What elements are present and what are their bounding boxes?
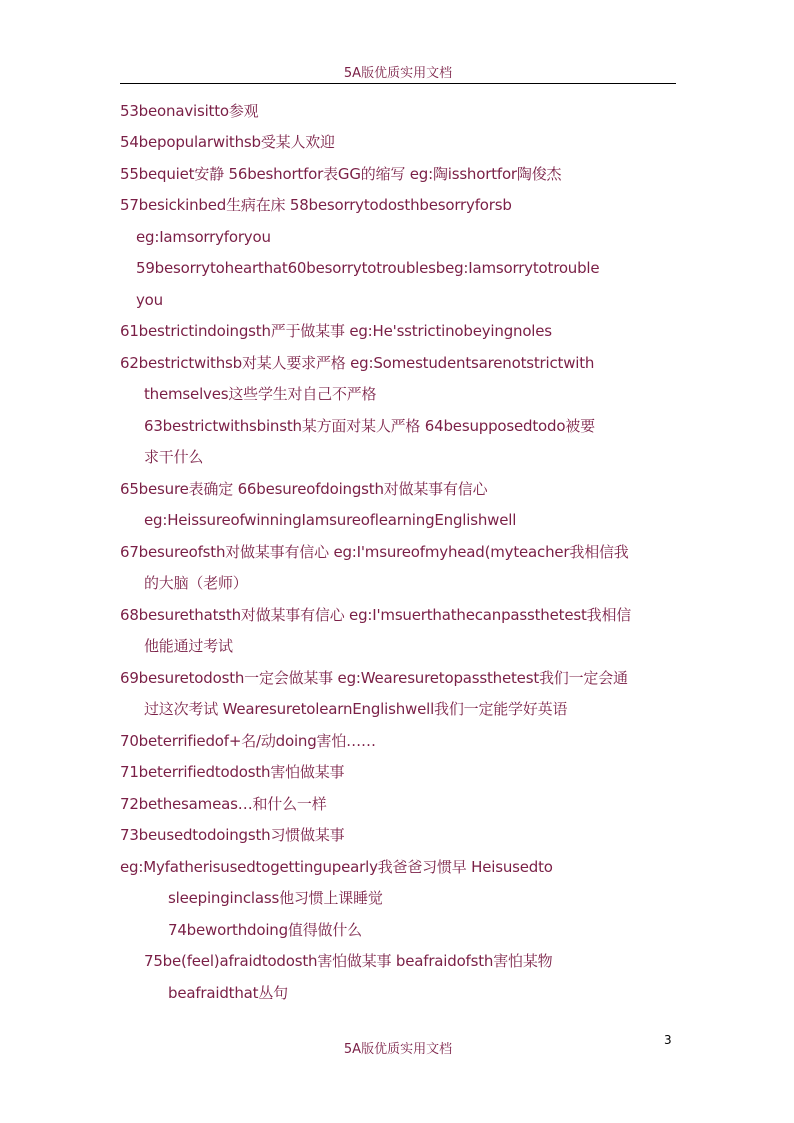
text-line-2: 54bepopularwithsb受某人欢迎 xyxy=(120,133,335,151)
header-rule xyxy=(120,83,676,84)
text-line-25: eg:Myfatherisusedtogettingupearly我爸爸习惯早 Heisusedto xyxy=(120,858,553,876)
text-line-11: 63bestrictwithsbinsth某方面对某人严格 64besupposedtodo被要 xyxy=(144,417,595,435)
text-line-13: 65besure表确定 66besureofdoingsth对做某事有信心 xyxy=(120,480,488,498)
text-line-27: 74beworthdoing值得做什么 xyxy=(168,921,362,939)
text-line-22: 71beterrifiedtodosth害怕做某事 xyxy=(120,763,345,781)
text-line-19: 69besuretodosth一定会做某事 eg:Wearesuretopassthetest我们一定会通 xyxy=(120,669,628,687)
text-line-18: 他能通过考试 xyxy=(144,637,233,655)
text-line-20: 过这次考试 WearesuretolearnEnglishwell我们一定能学好英语 xyxy=(144,700,568,718)
text-line-16: 的大脑（老师） xyxy=(144,574,248,592)
text-line-17: 68besurethatsth对做某事有信心 eg:I'msuerthathecanpassthetest我相信 xyxy=(120,606,632,624)
page-header: 5A版优质实用文档 xyxy=(343,66,453,81)
text-line-28: 75be(feel)afraidtodosth害怕做某事 beafraidofsth害怕某物 xyxy=(144,952,553,970)
text-line-26: sleepinginclass他习惯上课睡觉 xyxy=(168,889,383,907)
text-line-7: you xyxy=(136,291,163,309)
page-footer: 5A版优质实用文档 xyxy=(343,1042,453,1057)
text-line-6: 59besorrytohearthat60besorrytotroublesbeg:Iamsorrytotrouble xyxy=(136,259,600,277)
text-line-15: 67besureofsth对做某事有信心 eg:I'msureofmyhead(myteacher我相信我 xyxy=(120,543,629,561)
text-line-4: 57besickinbed生病在床 58besorrytodosthbesorryforsb xyxy=(120,196,512,214)
text-line-9: 62bestrictwithsb对某人要求严格 eg:Somestudentsarenotstrictwith xyxy=(120,354,595,372)
text-line-10: themselves这些学生对自己不严格 xyxy=(144,385,377,403)
text-line-5: eg:Iamsorryforyou xyxy=(136,228,271,246)
text-line-12: 求干什么 xyxy=(144,448,204,466)
text-line-3: 55bequiet安静 56beshortfor表GG的缩写 eg:陶isshortfor陶俊杰 xyxy=(120,165,562,183)
text-line-29: beafraidthat丛句 xyxy=(168,984,288,1002)
text-line-8: 61bestrictindoingsth严于做某事 eg:He'sstrictinobeyingnoles xyxy=(120,322,552,340)
text-line-14: eg:HeissureofwinningIamsureoflearningEnglishwell xyxy=(144,511,517,529)
text-line-24: 73beusedtodoingsth习惯做某事 xyxy=(120,826,345,844)
text-line-21: 70beterrifiedof+名/动doing害怕…… xyxy=(120,732,376,750)
text-line-1: 53beonavisitto参观 xyxy=(120,102,259,120)
page-number: 3 xyxy=(664,1033,672,1047)
text-line-23: 72bethesameas…和什么一样 xyxy=(120,795,327,813)
